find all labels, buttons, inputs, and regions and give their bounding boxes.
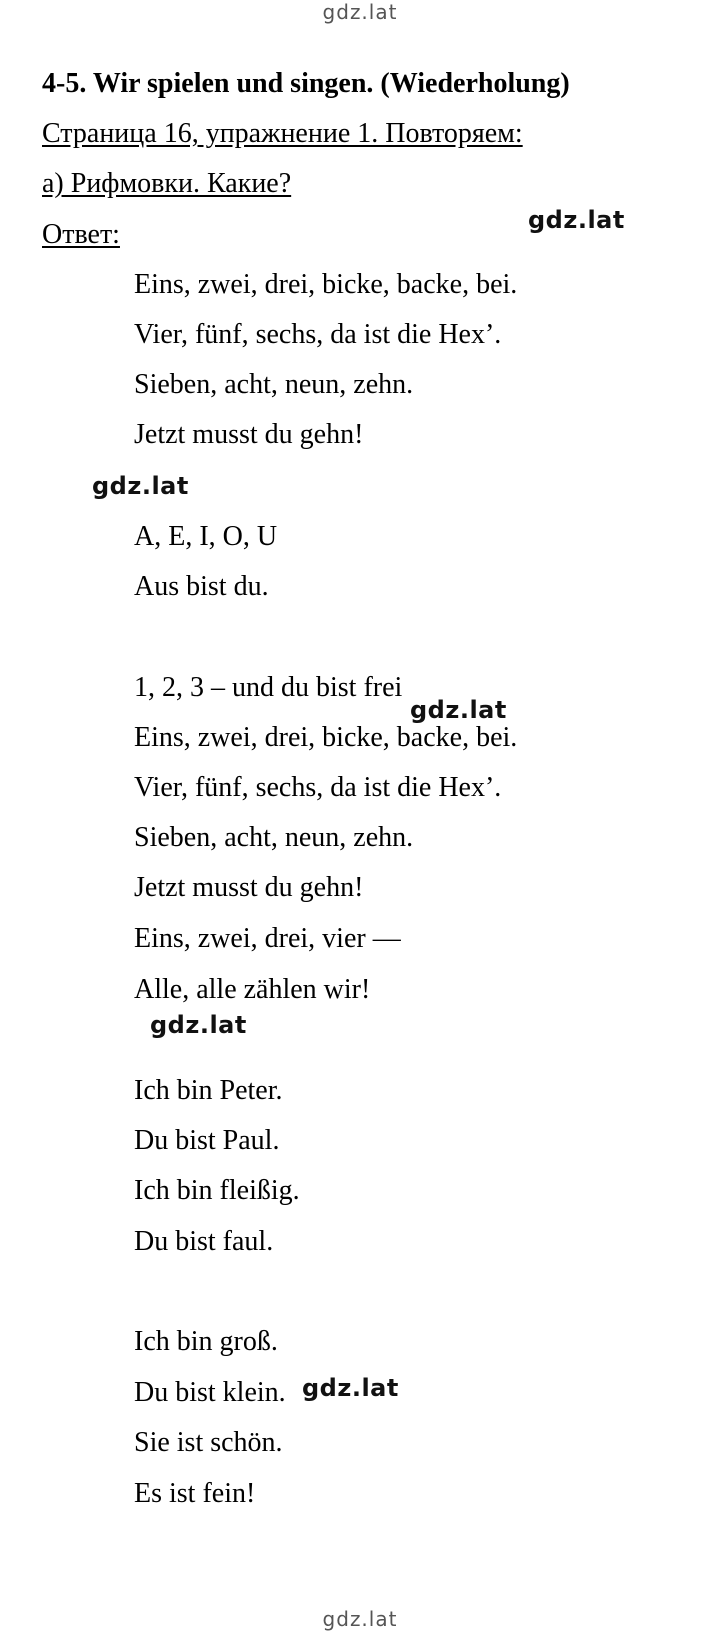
exercise-reference: Страница 16, упражнение 1. Повторяем:: [42, 118, 523, 149]
poem-line: 1, 2, 3 – und du bist frei: [134, 672, 403, 703]
poem-line: Es ist fein!: [134, 1478, 256, 1509]
poem-line: Ich bin fleißig.: [134, 1175, 300, 1206]
poem-line: Aus bist du.: [134, 571, 269, 602]
poem-line: Du bist faul.: [134, 1226, 274, 1257]
poem-line: Du bist klein.: [134, 1377, 286, 1408]
poem-line: Sieben, acht, neun, zehn.: [134, 369, 414, 400]
watermark: gdz.lat: [92, 472, 189, 500]
watermark: gdz.lat: [150, 1011, 247, 1039]
poem-line: Eins, zwei, drei, bicke, backe, bei.: [134, 722, 518, 753]
exercise-part: а) Рифмовки. Какие?: [42, 168, 292, 199]
poem-line: Vier, fünf, sechs, da ist die Hex’.: [134, 319, 502, 350]
answer-label: Ответ:: [42, 219, 120, 250]
poem-line: Eins, zwei, drei, bicke, backe, bei.: [134, 269, 518, 300]
poem-line: Alle, alle zählen wir!: [134, 974, 371, 1005]
poem-line: Sieben, acht, neun, zehn.: [134, 822, 414, 853]
poem-line: Du bist Paul.: [134, 1125, 280, 1156]
watermark: gdz.lat: [528, 206, 625, 234]
poem-line: A, E, I, O, U: [134, 521, 278, 552]
poem-line: Ich bin groß.: [134, 1326, 278, 1357]
poem-line: Sie ist schön.: [134, 1427, 283, 1458]
lesson-title: 4-5. Wir spielen und singen. (Wiederholung): [42, 68, 570, 99]
poem-line: Eins, zwei, drei, vier —: [134, 923, 401, 954]
poem-line: Ich bin Peter.: [134, 1075, 283, 1106]
site-footer: gdz.lat: [322, 1607, 398, 1631]
watermark: gdz.lat: [302, 1374, 399, 1402]
watermark: gdz.lat: [410, 696, 507, 724]
poem-line: Vier, fünf, sechs, da ist die Hex’.: [134, 772, 502, 803]
poem-line: Jetzt musst du gehn!: [134, 419, 364, 450]
poem-line: Jetzt musst du gehn!: [134, 872, 364, 903]
site-header: gdz.lat: [322, 0, 398, 24]
